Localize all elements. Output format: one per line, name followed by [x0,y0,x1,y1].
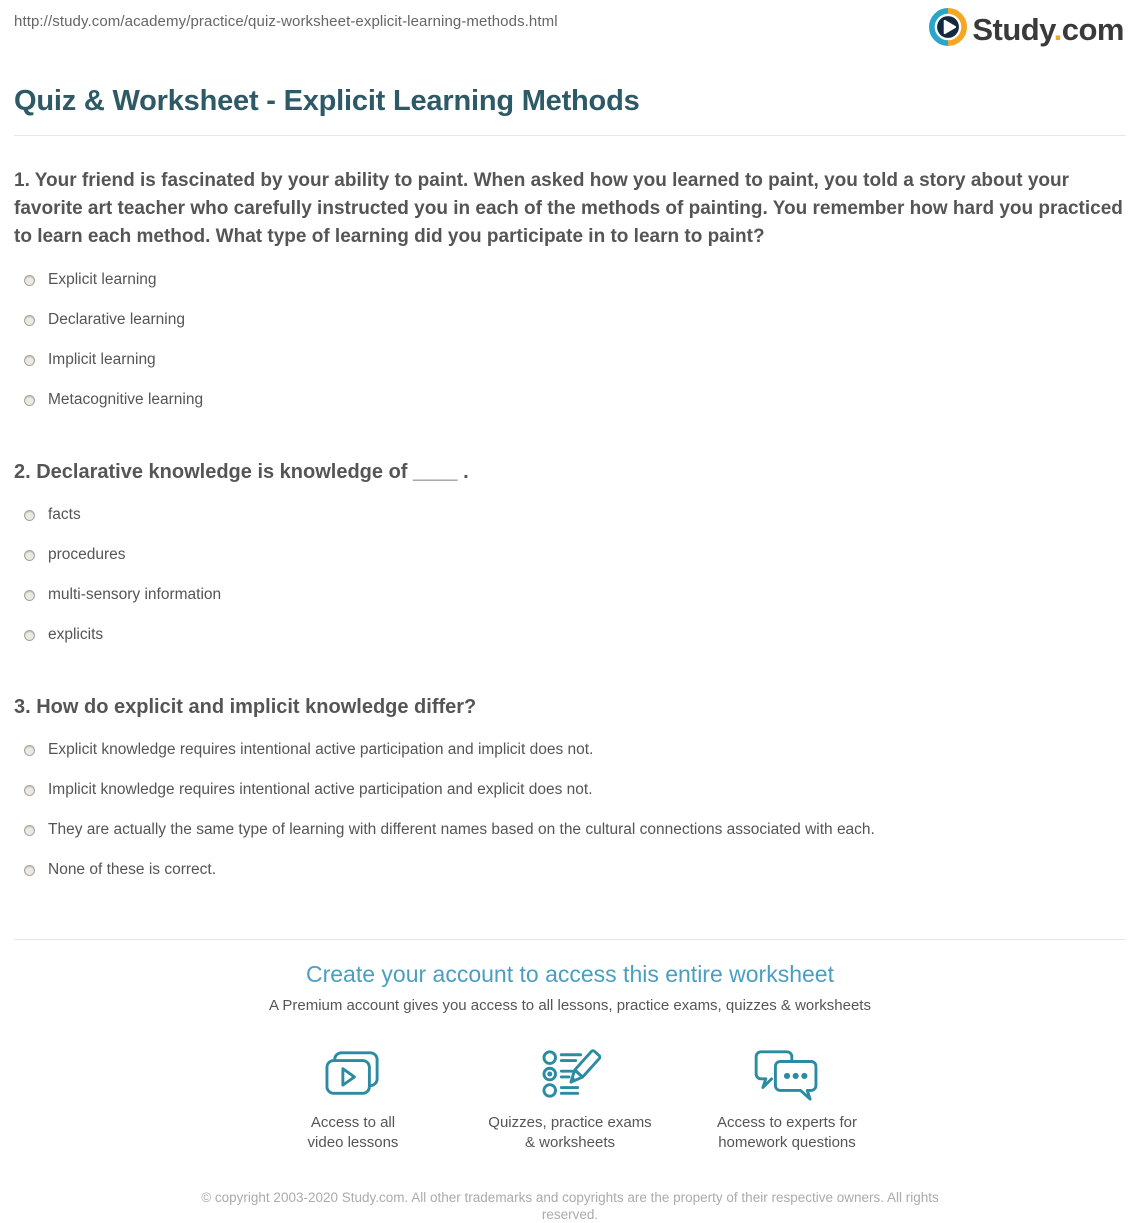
page-title: Quiz & Worksheet - Explicit Learning Methods [14,85,640,117]
feature-quizzes-worksheets [462,1047,679,1153]
question-1 [14,167,1126,420]
radio-button[interactable] [24,395,35,406]
radio-button[interactable] [24,825,35,836]
radio-button[interactable] [24,630,35,641]
feature-label: Quizzes, practice exams & worksheets [488,1114,652,1151]
radio-button[interactable] [24,275,35,286]
radio-button[interactable] [24,550,35,561]
option-label: facts [48,506,81,523]
option-label: Implicit learning [48,351,156,368]
logo-orange-dot: . [1053,11,1062,47]
page-url: http://study.com/academy/practice/quiz-worksheet-explicit-learning-methods.html [14,13,558,30]
question-1-option-2[interactable] [14,300,1126,340]
question-2-prompt: 2. Declarative knowledge is knowledge of ____ . [14,461,469,483]
radio-button[interactable] [24,315,35,326]
header [0,0,1140,51]
option-label: None of these is correct. [48,861,216,878]
question-2-option-1[interactable] [14,495,1126,535]
studycom-logo[interactable] [929,8,1124,51]
radio-button[interactable] [24,785,35,796]
create-account-link[interactable]: Create your account to access this entire worksheet [306,961,834,987]
question-1-option-4[interactable] [14,380,1126,420]
cta-divider [14,939,1126,940]
question-3-option-4[interactable] [14,850,1126,890]
option-label: procedures [48,546,126,563]
question-3 [14,693,1126,890]
option-label: Metacognitive learning [48,391,204,408]
radio-button[interactable] [24,355,35,366]
studycom-logo-text: Study.com [972,11,1124,47]
option-label: explicits [48,626,104,643]
copyright-notice: © copyright 2003-2020 Study.com. All other trademarks and copyrights are the property of their respective owners. All rights reserved. [201,1190,939,1222]
quiz-worksheet-icon [462,1047,679,1103]
question-1-prompt: 1. Your friend is fascinated by your ability to paint. When asked how you learned to paint, you told a story about your favorite art teacher who carefully instructed you in each of the methods of painting. You remember how hard you practiced to learn each method. What type of learning did you participate in to learn to paint? [14,170,1123,247]
question-2-options [14,495,1126,655]
radio-button[interactable] [24,590,35,601]
quiz-body [0,167,1140,890]
option-label: Implicit knowledge requires intentional active participation and explicit does not. [48,781,593,798]
question-3-options [14,730,1126,890]
video-lessons-icon [245,1047,462,1103]
feature-expert-help [679,1047,896,1153]
question-1-option-1[interactable] [14,260,1126,300]
question-1-options [14,260,1126,420]
radio-button[interactable] [24,510,35,521]
question-2 [14,458,1126,655]
radio-button[interactable] [24,745,35,756]
question-2-option-2[interactable] [14,535,1126,575]
chat-experts-icon [679,1047,896,1103]
feature-label: Access to all video lessons [307,1114,399,1151]
option-label: Explicit learning [48,271,157,288]
question-2-option-3[interactable] [14,575,1126,615]
option-label: They are actually the same type of learning with different names based on the cultural connections associated with each. [48,821,875,838]
question-3-option-1[interactable] [14,730,1126,770]
question-3-prompt: 3. How do explicit and implicit knowledge differ? [14,696,477,718]
features-row [0,1047,1140,1153]
title-divider [14,135,1126,136]
question-3-option-3[interactable] [14,810,1126,850]
studycom-logo-icon [929,8,972,51]
question-1-option-3[interactable] [14,340,1126,380]
radio-button[interactable] [24,865,35,876]
question-3-option-2[interactable] [14,770,1126,810]
option-label: Explicit knowledge requires intentional active participation and implicit does not. [48,741,594,758]
premium-subheading: A Premium account gives you access to all lessons, practice exams, quizzes & worksheets [269,997,871,1014]
option-label: multi-sensory information [48,586,222,603]
option-label: Declarative learning [48,311,185,328]
question-2-option-4[interactable] [14,615,1126,655]
feature-label: Access to experts for homework questions [716,1114,858,1151]
feature-video-lessons [245,1047,462,1153]
